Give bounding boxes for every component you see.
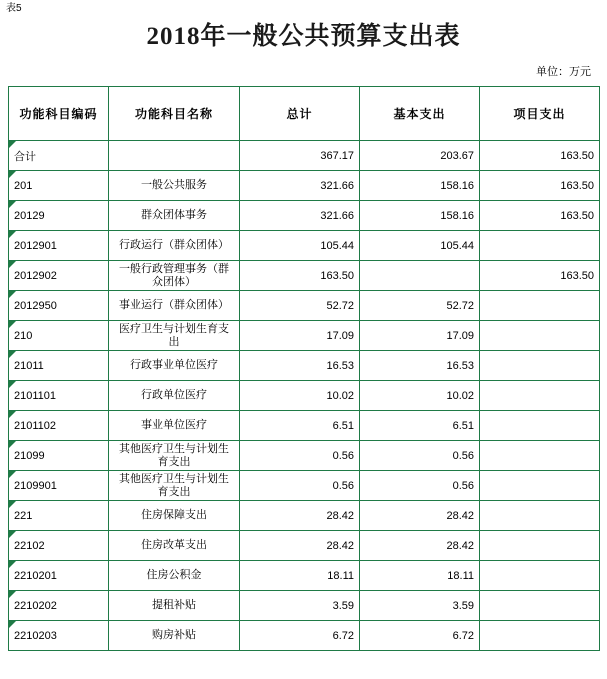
page-title: 2018年一般公共预算支出表 [146, 23, 461, 50]
cell-code: 210 [9, 321, 109, 351]
budget-table [8, 86, 600, 651]
cell-total: 6.51 [240, 411, 360, 441]
cell-total: 321.66 [240, 171, 360, 201]
table-row [9, 141, 600, 171]
column-header-code: 功能科目编码 [9, 87, 109, 141]
table-row [9, 231, 600, 261]
cell-name [109, 141, 240, 171]
cell-name: 住房公积金 [109, 561, 240, 591]
cell-project [480, 321, 600, 351]
table-header-row [9, 87, 600, 141]
cell-code: 2012902 [9, 261, 109, 291]
cell-code: 2012901 [9, 231, 109, 261]
cell-basic: 6.51 [360, 411, 480, 441]
cell-code: 2101101 [9, 381, 109, 411]
cell-project [480, 381, 600, 411]
table-row [9, 501, 600, 531]
cell-basic: 17.09 [360, 321, 480, 351]
cell-name: 其他医疗卫生与计划生育支出 [109, 471, 240, 501]
table-row [9, 351, 600, 381]
table-row [9, 381, 600, 411]
cell-name: 住房保障支出 [109, 501, 240, 531]
cell-name: 一般行政管理事务（群众团体） [109, 261, 240, 291]
cell-project: 163.50 [480, 201, 600, 231]
cell-project [480, 441, 600, 471]
cell-name: 提租补贴 [109, 591, 240, 621]
cell-total: 163.50 [240, 261, 360, 291]
cell-project [480, 471, 600, 501]
column-header-basic: 基本支出 [360, 87, 480, 141]
table-row [9, 321, 600, 351]
cell-basic: 6.72 [360, 621, 480, 651]
column-header-total: 总计 [240, 87, 360, 141]
cell-total: 0.56 [240, 441, 360, 471]
cell-code: 201 [9, 171, 109, 201]
cell-project: 163.50 [480, 141, 600, 171]
cell-basic: 0.56 [360, 441, 480, 471]
cell-name: 事业单位医疗 [109, 411, 240, 441]
table-row [9, 621, 600, 651]
cell-basic: 52.72 [360, 291, 480, 321]
cell-code: 20129 [9, 201, 109, 231]
cell-code: 2109901 [9, 471, 109, 501]
table-row [9, 261, 600, 291]
cell-project [480, 231, 600, 261]
sheet-label: 表5 [6, 3, 22, 14]
cell-total: 16.53 [240, 351, 360, 381]
cell-name: 一般公共服务 [109, 171, 240, 201]
cell-basic: 158.16 [360, 201, 480, 231]
cell-basic: 28.42 [360, 531, 480, 561]
cell-name: 购房补贴 [109, 621, 240, 651]
table-row [9, 441, 600, 471]
cell-code: 2210202 [9, 591, 109, 621]
cell-name: 住房改革支出 [109, 531, 240, 561]
cell-total: 0.56 [240, 471, 360, 501]
cell-total: 17.09 [240, 321, 360, 351]
cell-basic: 18.11 [360, 561, 480, 591]
cell-total: 52.72 [240, 291, 360, 321]
cell-project: 163.50 [480, 171, 600, 201]
cell-project [480, 411, 600, 441]
cell-code: 2210201 [9, 561, 109, 591]
cell-total: 105.44 [240, 231, 360, 261]
cell-total: 367.17 [240, 141, 360, 171]
cell-total: 28.42 [240, 531, 360, 561]
unit-note: 单位：万元 [536, 66, 591, 78]
cell-total: 3.59 [240, 591, 360, 621]
table-row [9, 171, 600, 201]
cell-total: 6.72 [240, 621, 360, 651]
cell-project [480, 621, 600, 651]
cell-code: 2101102 [9, 411, 109, 441]
cell-name: 其他医疗卫生与计划生育支出 [109, 441, 240, 471]
cell-name: 行政单位医疗 [109, 381, 240, 411]
column-header-name: 功能科目名称 [109, 87, 240, 141]
table-row [9, 471, 600, 501]
cell-total: 10.02 [240, 381, 360, 411]
cell-basic: 158.16 [360, 171, 480, 201]
cell-project [480, 591, 600, 621]
cell-name: 事业运行（群众团体） [109, 291, 240, 321]
cell-basic: 16.53 [360, 351, 480, 381]
cell-project [480, 531, 600, 561]
table-row [9, 291, 600, 321]
cell-total: 28.42 [240, 501, 360, 531]
cell-basic: 10.02 [360, 381, 480, 411]
cell-project [480, 561, 600, 591]
cell-basic: 105.44 [360, 231, 480, 261]
column-header-project: 项目支出 [480, 87, 600, 141]
cell-name: 医疗卫生与计划生育支出 [109, 321, 240, 351]
cell-project [480, 351, 600, 381]
cell-total: 321.66 [240, 201, 360, 231]
cell-total: 18.11 [240, 561, 360, 591]
cell-code: 221 [9, 501, 109, 531]
cell-project [480, 501, 600, 531]
cell-name: 群众团体事务 [109, 201, 240, 231]
table-row [9, 561, 600, 591]
cell-project [480, 291, 600, 321]
cell-code: 2210203 [9, 621, 109, 651]
cell-project: 163.50 [480, 261, 600, 291]
table-row [9, 591, 600, 621]
table-row [9, 201, 600, 231]
cell-code: 合计 [9, 141, 109, 171]
table-row [9, 411, 600, 441]
cell-basic: 203.67 [360, 141, 480, 171]
cell-name: 行政事业单位医疗 [109, 351, 240, 381]
cell-code: 21099 [9, 441, 109, 471]
cell-code: 22102 [9, 531, 109, 561]
cell-name: 行政运行（群众团体） [109, 231, 240, 261]
table-row [9, 531, 600, 561]
cell-basic: 3.59 [360, 591, 480, 621]
table-body [9, 141, 600, 651]
cell-basic [360, 261, 480, 291]
cell-basic: 0.56 [360, 471, 480, 501]
cell-basic: 28.42 [360, 501, 480, 531]
cell-code: 21011 [9, 351, 109, 381]
cell-code: 2012950 [9, 291, 109, 321]
